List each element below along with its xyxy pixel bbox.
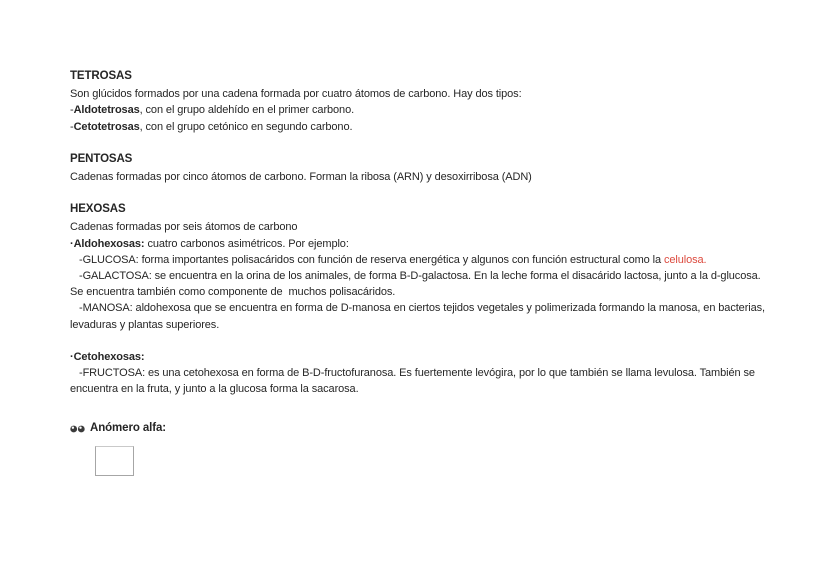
pentosas-heading: PENTOSAS [70,152,133,165]
tetrosas-item-cetotetrosas [70,119,770,135]
glucosa-text: -GLUCOSA: forma importantes polisacáridos con función de reserva energética y algunos con función estructural como la [79,253,664,266]
anomero-label: Anómero alfa: [90,422,167,435]
dash: - [70,104,74,117]
term-aldohexosas: ·Aldohexosas: [70,237,145,250]
document-page [70,68,770,476]
item-text: , con el grupo aldehído en el primer carbono. [139,104,355,117]
tetrosas-item-aldotetrosas [70,102,770,118]
tetrosas-heading: TETROSAS [70,70,132,82]
term-cetotetrosas: Cetotetrosas [73,120,140,133]
item-text: , con el grupo cetónico en segundo carbono. [139,120,353,133]
eyes-icon [70,424,85,434]
anomero-line [70,420,770,436]
aldohexosas-line [70,236,770,252]
section-cetohexosas [70,349,770,398]
term-cetohexosas: ·Cetohexosas: [70,350,145,363]
fructosa-paragraph: -FRUCTOSA: es una cetohexosa en forma de B-D-fructofuranosa. Es fuertemente levógira, por lo que también se llama levulosa. También se encuentra en la fruta, y junto a la glucosa forma la sacarosa. [70,367,758,396]
section-pentosas [70,151,770,185]
section-tetrosas [70,68,770,135]
term-aldotetrosas: Aldotetrosas [73,104,140,117]
hexosas-heading: HEXOSAS [70,203,126,216]
cetohexosas-line [70,349,770,365]
tetrosas-intro: Son glúcidos formados por una cadena formada por cuatro átomos de carbono. Hay dos tipos: [70,88,522,101]
galactosa-paragraph: -GALACTOSA: se encuentra en la orina de los animales, de forma B-D-galactosa. En la leche forma el disacárido lactosa, junto a la d-glucosa. Se encuentra también como componente de muchos polisacáridos. [70,270,764,299]
manosa-paragraph: -MANOSA: aldohexosa que se encuentra en forma de D-manosa en ciertos tejidos vegetales y polimerizada formando la manosa, en bacterias, levaduras y plantas superiores. [70,302,768,331]
celulosa-highlight: celulosa. [663,253,707,266]
hexosas-intro: Cadenas formadas por seis átomos de carbono [70,221,298,234]
empty-image-placeholder-box [95,446,134,476]
aldohexosas-text: cuatro carbonos asimétricos. Por ejemplo: [144,237,349,250]
section-anomero [70,420,770,475]
dash: - [70,120,74,133]
section-hexosas [70,201,770,333]
glucosa-paragraph [70,252,770,268]
pentosas-body: Cadenas formadas por cinco átomos de carbono. Forman la ribosa (ARN) y desoxirribosa (ADN) [70,171,532,184]
